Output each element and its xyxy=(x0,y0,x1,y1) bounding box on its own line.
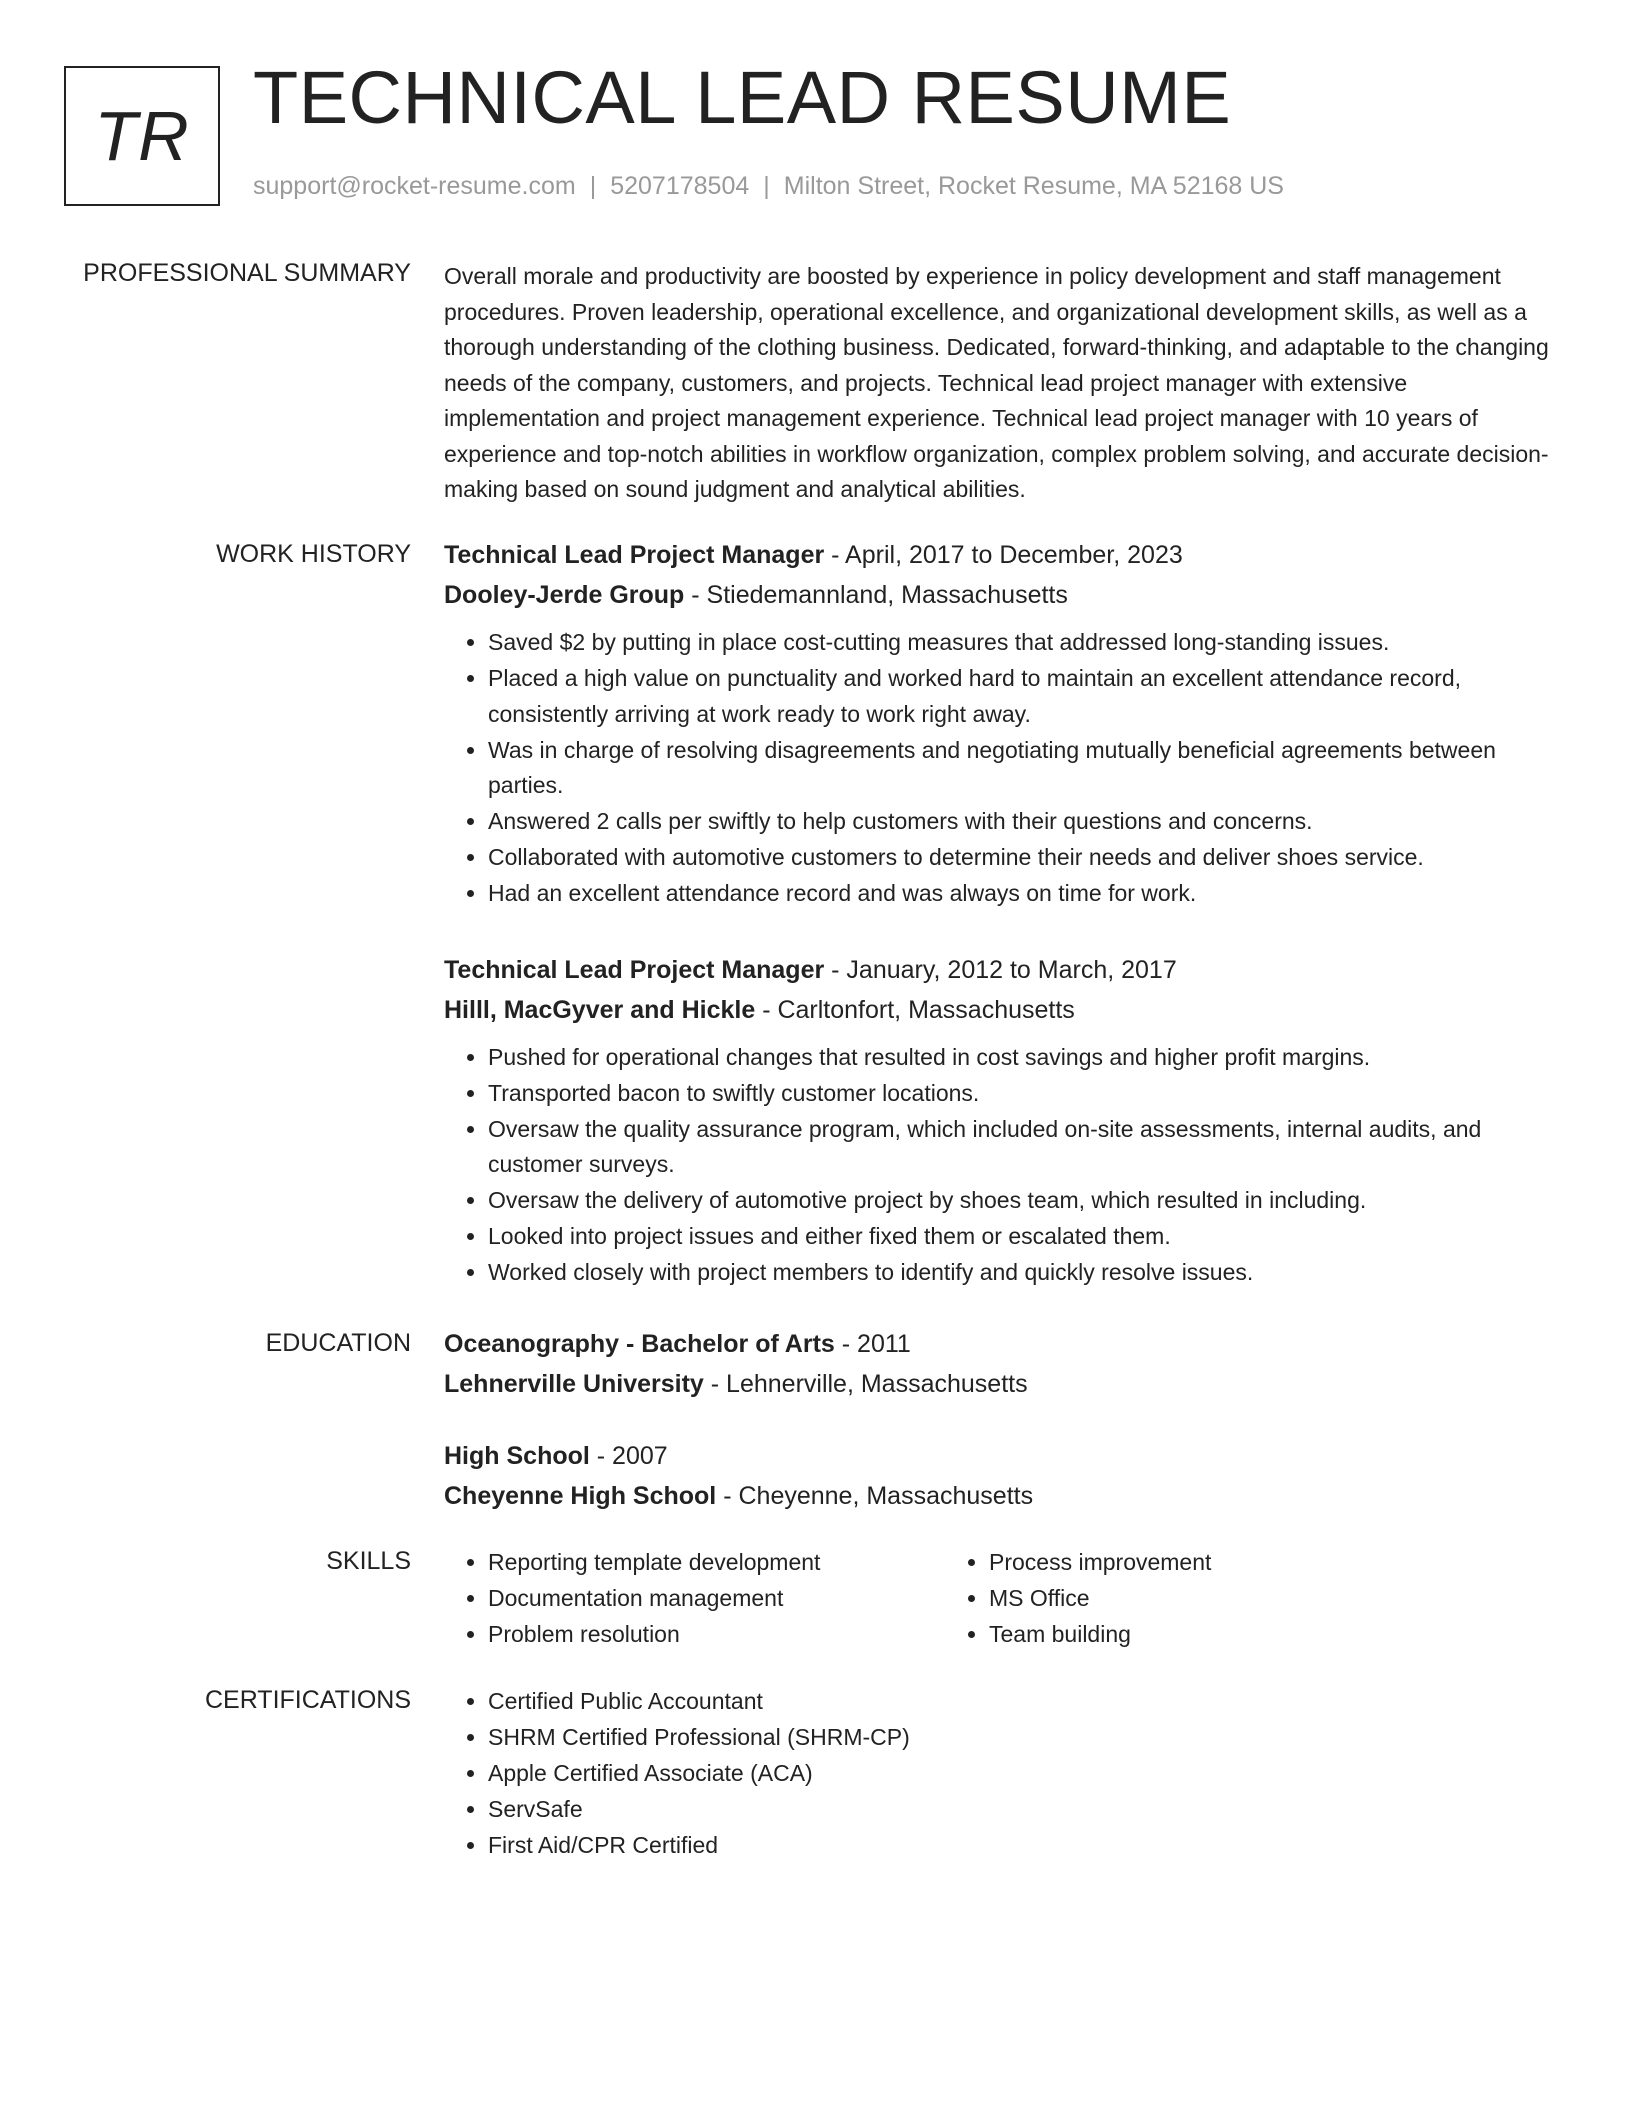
job-title-line xyxy=(444,535,1554,575)
skills-body xyxy=(444,1544,1554,1652)
education-school-line xyxy=(444,1364,1554,1404)
education-school: Lehnerville University xyxy=(444,1370,704,1398)
contact-phone: 5207178504 xyxy=(610,172,750,200)
monogram-initials: TR xyxy=(94,97,190,175)
job-company-line xyxy=(444,990,1554,1030)
education-degree: Oceanography - Bachelor of Arts xyxy=(444,1330,835,1358)
contact-address: Milton Street, Rocket Resume, MA 52168 US xyxy=(783,172,1284,200)
job-bullet: • Pushed for operational changes that resulted in cost savings and higher profit margins. xyxy=(488,1040,1554,1076)
contact-separator: | xyxy=(763,172,770,200)
education-location: - Lehnerville, Massachusetts xyxy=(703,1370,1028,1398)
education-school: Cheyenne High School xyxy=(444,1482,717,1510)
skills-columns xyxy=(444,1544,1554,1652)
job-title-line xyxy=(444,950,1554,990)
education-body xyxy=(444,1324,1554,1548)
work-history-body xyxy=(444,535,1554,1329)
education-entry xyxy=(444,1324,1554,1404)
job-title: Technical Lead Project Manager xyxy=(444,955,825,984)
job-bullet: • Placed a high value on punctuality and worked hard to maintain an excellent attendance record, consistently arriving at work ready to work right away. xyxy=(488,661,1554,732)
job-dates: - April, 2017 to December, 2023 xyxy=(824,541,1183,569)
job-dates: - January, 2012 to March, 2017 xyxy=(824,955,1177,984)
section-label-summary: PROFESSIONAL SUMMARY xyxy=(83,259,411,287)
certification-item: • Apple Certified Associate (ACA) xyxy=(488,1755,1554,1791)
monogram-box xyxy=(64,66,220,206)
education-entry xyxy=(444,1436,1554,1516)
skill-item: • Team building xyxy=(989,1616,1446,1652)
skills-list-right xyxy=(945,1544,1446,1652)
job-bullet: • Saved $2 by putting in place cost-cutting measures that addressed long-standing issues. xyxy=(488,625,1554,661)
contact-separator: | xyxy=(589,172,597,200)
education-year: - 2007 xyxy=(589,1442,668,1470)
summary-body xyxy=(444,259,1554,508)
education-degree-line xyxy=(444,1436,1554,1476)
summary-text: Overall morale and productivity are boosted by experience in policy development and staff management procedures. Proven leadership, operational excellence, and organizational development skills, as well as a thorough understanding of the clothing business. Dedicated, forward-thinking, and adaptable to the changing needs of the company, customers, and projects. Technical lead project manager with extensive implementation and project management experience. Technical lead project manager with 10 years of experience and top-notch abilities in workflow organization, complex problem solving, and accurate decision-making based on sound judgment and analytical abilities. xyxy=(444,263,1549,502)
certification-item: • First Aid/CPR Certified xyxy=(488,1827,1554,1863)
certifications-body xyxy=(444,1683,1554,1863)
job-bullets xyxy=(444,1040,1554,1291)
section-label-skills: SKILLS xyxy=(326,1547,411,1575)
job-bullet: • Looked into project issues and either fixed them or escalated them. xyxy=(488,1219,1554,1255)
contact-line xyxy=(253,172,1284,201)
education-degree: High School xyxy=(444,1442,590,1470)
job-bullet: • Oversaw the quality assurance program, which included on-site assessments, internal audits, and customer surveys. xyxy=(488,1112,1554,1183)
section-label-education: EDUCATION xyxy=(265,1329,411,1357)
skill-item: • MS Office xyxy=(989,1580,1446,1616)
job-bullets xyxy=(444,625,1554,912)
job-company: Dooley-Jerde Group xyxy=(444,581,685,609)
certification-item: • SHRM Certified Professional (SHRM-CP) xyxy=(488,1719,1554,1755)
certification-item: • Certified Public Accountant xyxy=(488,1683,1554,1719)
job-entry xyxy=(444,535,1554,912)
education-year: - 2011 xyxy=(834,1330,911,1358)
education-degree-line xyxy=(444,1324,1554,1364)
certification-item: • ServSafe xyxy=(488,1791,1554,1827)
skills-list-left xyxy=(444,1544,945,1652)
job-entry xyxy=(444,950,1554,1291)
job-company: Hilll, MacGyver and Hickle xyxy=(444,995,756,1024)
job-location: - Stiedemannland, Massachusetts xyxy=(684,581,1068,609)
job-bullet: • Answered 2 calls per swiftly to help customers with their questions and concerns. xyxy=(488,804,1554,840)
job-bullet: • Transported bacon to swiftly customer locations. xyxy=(488,1076,1554,1112)
job-bullet: • Collaborated with automotive customers to determine their needs and deliver shoes service. xyxy=(488,840,1554,876)
contact-email: support@rocket-resume.com xyxy=(253,172,576,200)
job-bullet: • Worked closely with project members to identify and quickly resolve issues. xyxy=(488,1255,1554,1291)
job-bullet: • Was in charge of resolving disagreements and negotiating mutually beneficial agreements between parties. xyxy=(488,733,1554,804)
skill-item: • Problem resolution xyxy=(488,1616,945,1652)
skill-item: • Process improvement xyxy=(989,1544,1446,1580)
certifications-list xyxy=(444,1683,1554,1863)
job-bullet: • Oversaw the delivery of automotive project by shoes team, which resulted in including. xyxy=(488,1183,1554,1219)
education-school-line xyxy=(444,1476,1554,1516)
skill-item: • Reporting template development xyxy=(488,1544,945,1580)
job-bullet: • Had an excellent attendance record and was always on time for work. xyxy=(488,876,1554,912)
job-company-line xyxy=(444,575,1554,615)
section-label-certifications: CERTIFICATIONS xyxy=(204,1686,411,1714)
job-title: Technical Lead Project Manager xyxy=(444,541,825,569)
section-label-work: WORK HISTORY xyxy=(216,540,411,568)
skill-item: • Documentation management xyxy=(488,1580,945,1616)
resume-title: TECHNICAL LEAD RESUME xyxy=(253,56,1232,139)
job-location: - Carltonfort, Massachusetts xyxy=(755,995,1075,1024)
education-location: - Cheyenne, Massachusetts xyxy=(716,1482,1034,1510)
